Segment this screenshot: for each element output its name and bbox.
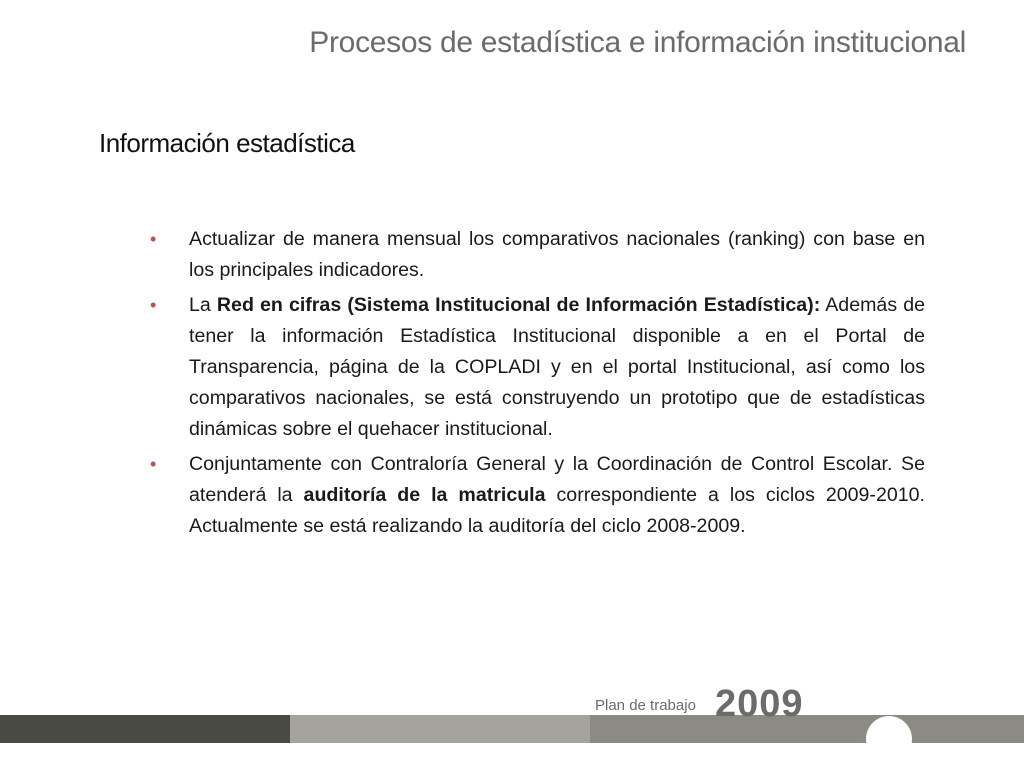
footer-circle-decoration — [866, 716, 912, 762]
bullet-list — [150, 224, 925, 546]
bullet-text-bold: auditoría de la matricula — [303, 484, 546, 506]
footer-band-dark — [0, 715, 290, 743]
footer-year: 2009 — [715, 683, 804, 725]
bullet-text-post: Además de tener la información Estadística Institucional disponible a en el Portal de Transparencia, página de la COPLADI y en el portal Institucional, así como los comparativos nacionales, se está construyendo un prototipo que de estadísticas dinámicas sobre el quehacer institucional. — [189, 294, 925, 440]
bullet-text-post: correspondiente a los ciclos 2009-2010. Actualmente se está realizando la auditoría del ciclo 2008-2009. — [189, 484, 925, 537]
bullet-text-pre: Conjuntamente con Contraloría General y la Coordinación de Control Escolar. Se atenderá la — [189, 453, 925, 506]
bullet-item-2 — [150, 290, 925, 445]
slide-title: Procesos de estadística e información institucional — [309, 26, 966, 59]
footer-band-light — [290, 715, 590, 743]
section-heading: Información estadística — [99, 128, 355, 158]
footer-band-medium — [590, 715, 1024, 743]
bullet-icon: • — [150, 229, 157, 249]
footer-plan-label: Plan de trabajo — [595, 697, 696, 714]
bullet-text: Actualizar de manera mensual los comparativos nacionales (ranking) con base en los principales indicadores. — [189, 228, 925, 281]
bullet-text-pre: La — [189, 294, 217, 316]
bullet-icon: • — [150, 295, 157, 315]
bullet-item-3 — [150, 449, 925, 542]
bullet-text-bold: Red en cifras (Sistema Institucional de Información Estadística): — [216, 294, 821, 316]
bullet-icon: • — [150, 454, 157, 474]
bullet-item-1 — [150, 224, 925, 286]
